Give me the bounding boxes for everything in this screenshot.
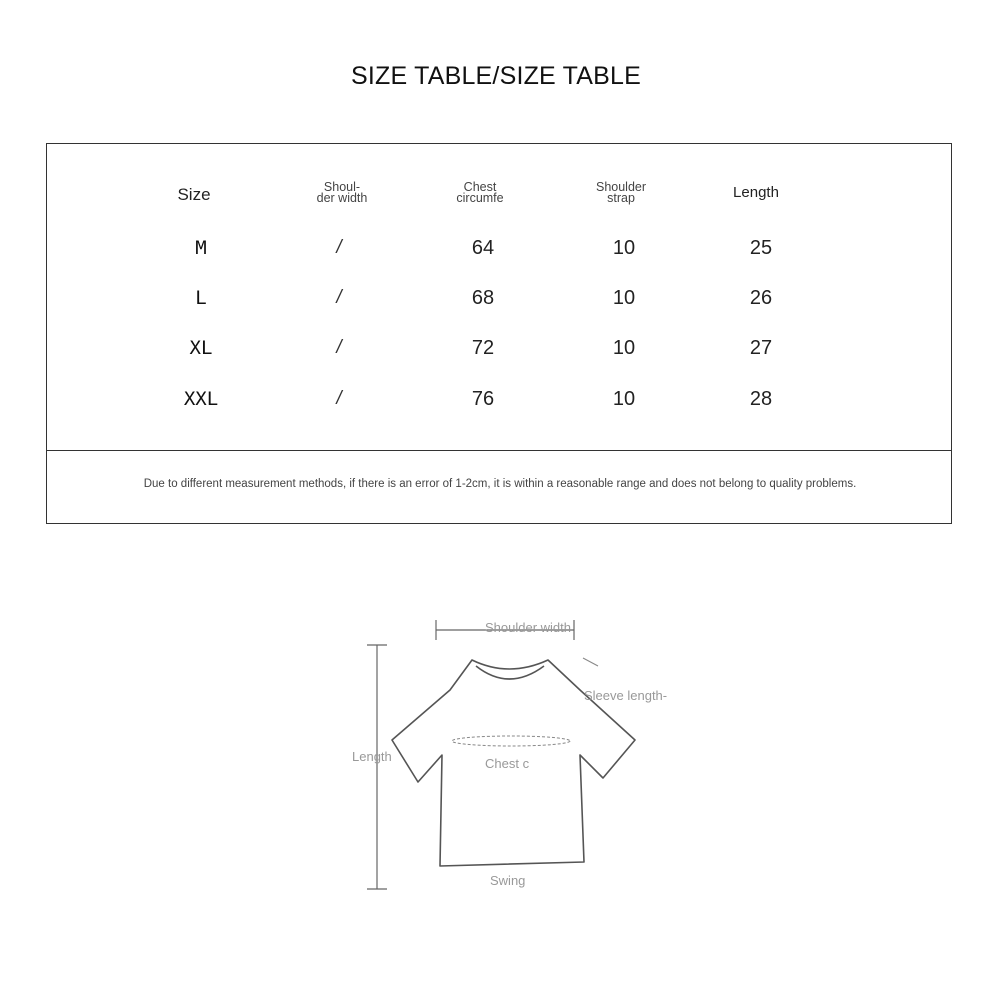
- row-xxl-chest: 76: [471, 388, 495, 410]
- row-xxl-size: XXL: [183, 388, 219, 410]
- header-size: Size: [177, 185, 211, 204]
- header-shoulder-width-line2: der width: [316, 191, 368, 205]
- row-xl-shoulder-width: /: [336, 337, 342, 358]
- label-swing: Swing: [490, 873, 526, 888]
- tshirt-measurement-diagram: [340, 600, 680, 900]
- row-l-length: 26: [749, 287, 773, 309]
- row-l-shoulder-strap: 10: [612, 287, 636, 309]
- measurement-note: Due to different measurement methods, if there is an error of 1-2cm, it is within a reasonable range and does not belong to quality problems.: [143, 478, 857, 490]
- row-l-shoulder-width: /: [336, 287, 342, 308]
- row-xl-size: XL: [189, 337, 213, 359]
- row-xxl-shoulder-strap: 10: [612, 388, 636, 410]
- row-m-length: 25: [749, 237, 773, 259]
- header-chest-line1: Chest: [463, 180, 497, 194]
- header-shoulder-width-line1: Shoul-: [323, 180, 361, 194]
- row-m-chest: 64: [471, 237, 495, 259]
- label-shoulder-width: Shoulder width: [485, 620, 571, 635]
- row-m-shoulder-width: /: [336, 237, 342, 258]
- header-chest-line2: circumfe: [456, 191, 504, 205]
- size-table: [46, 143, 952, 524]
- row-xxl-length: 28: [749, 388, 773, 410]
- header-shoulder-strap: [596, 182, 646, 204]
- row-xl-chest: 72: [471, 337, 495, 359]
- table-divider: [47, 450, 951, 451]
- label-chest: Chest c: [485, 756, 530, 771]
- header-shoulder-width: [317, 182, 368, 204]
- page-title: SIZE TABLE/SIZE TABLE: [351, 62, 641, 90]
- header-shoulder-strap-line1: Shoulder: [595, 180, 647, 194]
- row-xxl-shoulder-width: /: [336, 388, 342, 409]
- row-xl-shoulder-strap: 10: [612, 337, 636, 359]
- row-m-size: M: [195, 237, 207, 259]
- row-m-shoulder-strap: 10: [612, 237, 636, 259]
- label-length: Length: [352, 749, 392, 764]
- header-shoulder-strap-line2: strap: [607, 191, 635, 205]
- row-l-size: L: [195, 287, 207, 309]
- row-xl-length: 27: [749, 337, 773, 359]
- label-sleeve-length: Sleeve length-: [584, 688, 668, 703]
- header-length: Length: [733, 184, 779, 201]
- row-l-chest: 68: [471, 287, 495, 309]
- header-chest: [456, 182, 503, 204]
